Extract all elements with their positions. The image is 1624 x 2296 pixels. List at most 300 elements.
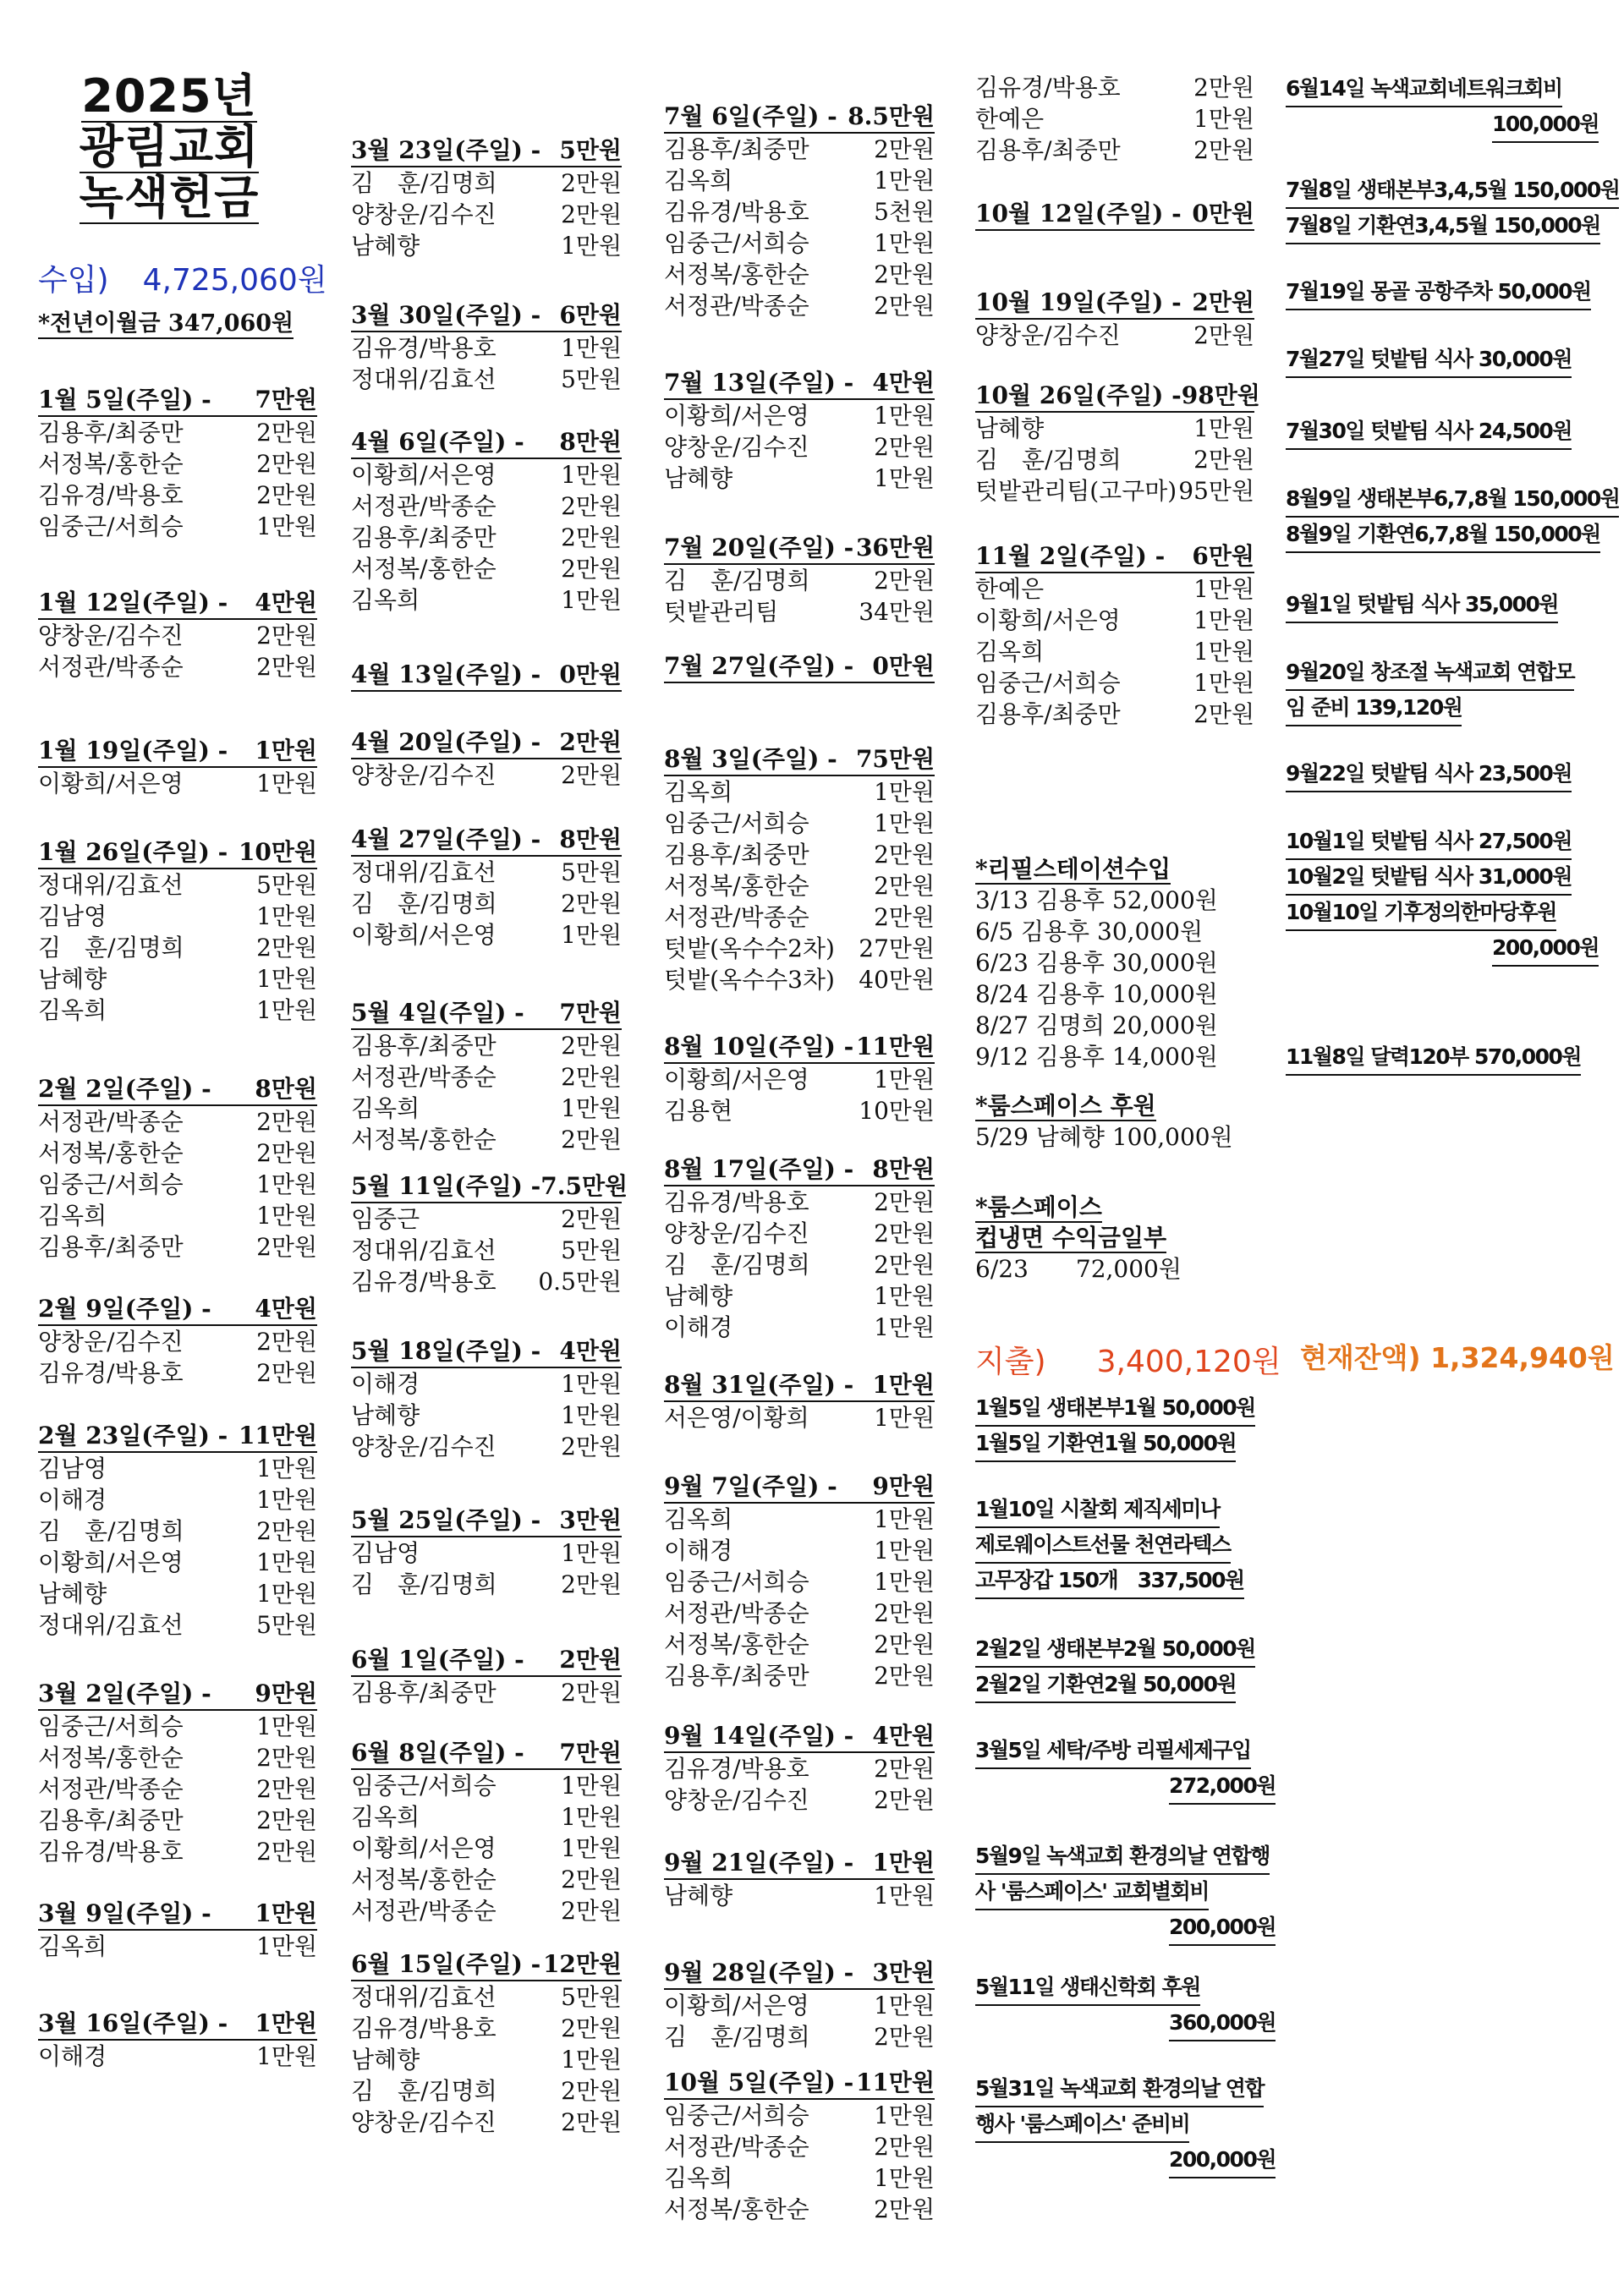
expense-item [975,1839,1276,1946]
donor-name: 서정관/박종순 [664,292,809,320]
donor-name: 서은영/이황희 [664,1404,809,1432]
week-date: 1월 26일(주일) - [38,838,228,866]
roompace-section [975,1192,1254,1285]
donor-row [975,699,1254,730]
expense-text: 10월1일 텃밭팀 식사 27,500원 [1286,825,1572,860]
donor-amount: 1만원 [561,1370,622,1398]
donor-row [351,1981,622,2013]
donor-name: 김옥희 [664,778,733,806]
donor-amount: 34만원 [859,598,935,626]
donor-amount: 1만원 [561,1094,622,1122]
expense-item [1286,825,1599,967]
donor-row [38,1453,317,1484]
donor-amount: 1만원 [1193,575,1254,603]
week-date: 5월 4일(주일) - [351,999,524,1027]
week-date: 3월 30일(주일) - [351,301,541,329]
donor-name: 서정관/박종순 [351,492,497,520]
week-header [38,1294,317,1326]
donor-amount: 2만원 [561,1205,622,1233]
expense-text: 8월9일 생태본부6,7,8월 150,000원 [1286,482,1619,518]
week-block [664,1370,935,1433]
donor-amount: 2만원 [256,1328,317,1356]
week-header [351,1336,622,1368]
donor-name: 김용현 [664,1097,733,1125]
donor-name: 서정복/홍한순 [351,555,497,583]
donor-row [664,1249,935,1280]
donor-name: 김옥희 [38,996,107,1024]
week-block [664,533,935,627]
week-header [664,1958,935,1990]
donor-row [664,259,935,290]
donor-name: 김옥희 [351,1094,420,1122]
donor-name: 임중근/서희승 [664,229,809,257]
week-total: 8만원 [559,825,622,853]
donor-amount: 2만원 [256,481,317,509]
donor-amount: 1만원 [874,1537,935,1564]
donor-row [351,2013,622,2044]
week-block [664,744,935,995]
donor-name: 양창운/김수진 [351,2108,497,2136]
week-header [38,1074,317,1106]
donor-amount: 2만원 [874,292,935,320]
expense-text: 행사 '룸스페이스' 준비비 [975,2107,1189,2143]
week-block [351,1171,628,1297]
donor-amount: 2만원 [561,1679,622,1707]
donor-amount: 1만원 [561,461,622,489]
donor-amount: 2만원 [561,1866,622,1893]
donor-row [664,431,935,463]
title-year: 2025년 [81,69,257,123]
week-date: 9월 14일(주일) - [664,1722,854,1750]
expense-amount: 200,000원 [1492,931,1599,967]
donor-row [38,1578,317,1609]
donor-name: 텃밭(옥수수2차) [664,934,835,962]
expense-amount: 272,000원 [1169,1769,1276,1805]
week-header [975,199,1254,231]
week-total: 4만원 [255,1295,317,1323]
donor-amount: 2만원 [561,1433,622,1460]
donor-amount: 2만원 [256,622,317,649]
week-date: 7월 6일(주일) - [664,102,837,130]
donor-row [664,964,935,995]
donor-amount: 1만원 [561,334,622,362]
week-block [664,101,935,321]
week-header [664,744,935,776]
donor-amount: 2만원 [561,1897,622,1925]
donor-row [351,332,622,364]
expense-item [1286,72,1599,143]
expense-text: 10월10일 기후정의한마당후원 [1286,896,1556,931]
donor-name: 이황희/서은영 [351,461,497,489]
week-header [351,427,622,459]
donor-amount: 5만원 [256,871,317,899]
week-header [664,651,935,683]
week-total: 98만원 [1181,381,1260,409]
donor-row [351,1061,622,1093]
donor-name: 남혜향 [351,232,420,260]
donor-amount: 2만원 [561,2014,622,2042]
week-date: 9월 28일(주일) - [664,1959,854,1986]
donor-row [975,444,1254,475]
income-label: 수입) [38,263,109,298]
donor-name: 서정관/박종순 [38,653,184,681]
refill-row: 3/13 김용후 52,000원 [975,886,1218,914]
donor-row [664,1880,935,1911]
donor-row [664,1095,935,1126]
week-total: 3만원 [559,1506,622,1534]
donor-row [664,1064,935,1095]
week-header [351,660,622,692]
donor-name: 이황희/서은영 [38,770,184,797]
donor-name: 서정관/박종순 [351,1897,497,1925]
donor-name: 김유경/박용호 [664,1188,809,1216]
donor-amount: 1만원 [874,1505,935,1533]
donor-name: 김남영 [38,902,107,930]
donor-row [38,1515,317,1547]
donor-row [664,1597,935,1629]
donor-name: 양창운/김수진 [38,1328,184,1356]
expense-text: 2월2일 기환연2월 50,000원 [975,1668,1236,1703]
week-total: 0만원 [1192,200,1254,227]
donor-amount: 2만원 [874,1786,935,1814]
week-block [664,1721,935,1816]
donor-row [664,2100,935,2131]
expense-text: 1월5일 생태본부1월 50,000원 [975,1391,1255,1427]
refill-row: 8/24 김용후 10,000원 [975,980,1218,1008]
week-date: 1월 5일(주일) - [38,386,211,414]
roompace-row: 6/23 72,000원 [975,1255,1182,1283]
donor-amount: 2만원 [256,1233,317,1261]
week-total: 6만원 [1192,542,1254,570]
week-date: 6월 1일(주일) - [351,1646,524,1674]
donor-row [38,1357,317,1389]
week-header [38,837,317,869]
donor-amount: 5만원 [561,365,622,393]
donor-amount: 2만원 [874,567,935,595]
donor-name: 남혜향 [38,965,107,993]
donor-amount: 40만원 [859,966,935,994]
donor-row [664,2194,935,2225]
week-header [975,288,1254,320]
donor-name: 남혜향 [664,1882,733,1910]
donor-row [975,320,1254,351]
donor-name: 남혜향 [975,414,1045,442]
donor-name: 김용후/최중만 [351,1032,497,1060]
week-block [38,1294,317,1389]
donor-name: 이황희/서은영 [664,1066,809,1093]
donor-row [38,651,317,682]
donor-amount: 5천원 [874,198,935,226]
expense-text: 1월5일 기환연1월 50,000원 [975,1427,1236,1462]
week-header [664,2068,935,2100]
donor-amount: 1만원 [256,512,317,540]
donor-row [38,2041,317,2072]
week-date: 7월 20일(주일) - [664,534,854,562]
donor-row [351,2075,622,2107]
week-block [975,541,1254,730]
donor-amount: 2만원 [874,1599,935,1627]
donor-row [38,768,317,799]
donor-amount: 2만원 [874,1219,935,1247]
donor-row [351,459,622,490]
donor-name: 김유경/박용호 [664,1755,809,1783]
donor-name: 정대위/김효선 [351,858,497,886]
donor-amount: 1만원 [1193,606,1254,634]
week-block [38,385,317,542]
week-total: 3만원 [872,1959,935,1986]
donor-name: 양창운/김수진 [351,1433,497,1460]
week-header [38,1679,317,1711]
week-total: 1만원 [255,2009,317,2037]
week-block [351,825,622,951]
donor-name: 남혜향 [38,1580,107,1608]
donor-name: 김유경/박용호 [38,481,184,509]
donor-row [38,417,317,448]
week-block [975,72,1254,166]
donor-row [351,522,622,553]
donor-name: 이해경 [664,1313,733,1341]
expense-item [1286,414,1599,450]
week-header [351,998,622,1030]
donor-name: 서정관/박종순 [664,2133,809,2161]
week-header [351,727,622,759]
donor-row [664,1218,935,1249]
week-header [664,533,935,565]
donor-name: 김유경/박용호 [351,2014,497,2042]
week-date: 2월 2일(주일) - [38,1075,211,1103]
donor-name: 정대위/김효선 [38,1611,184,1639]
week-date: 2월 23일(주일) - [38,1422,228,1449]
donor-name: 이황희/서은영 [975,606,1121,634]
donor-row [38,963,317,995]
week-block [351,135,622,261]
expense-text: 임 준비 139,120원 [1286,691,1462,726]
donor-name: 임중근/서희승 [38,1170,184,1198]
week-date: 7월 13일(주일) - [664,369,854,397]
roompace-support-section [975,1091,1254,1153]
donor-row [351,2107,622,2138]
donor-amount: 1만원 [874,167,935,195]
donor-row [38,1169,317,1200]
donor-amount: 1만원 [561,1539,622,1567]
donor-row [351,230,622,261]
donor-name: 김 훈/김명희 [351,169,497,197]
donor-row [351,1801,622,1833]
donor-name: 김남영 [38,1455,107,1482]
donor-row [351,1400,622,1431]
expense-amount: 360,000원 [1169,2006,1276,2041]
donor-amount: 2만원 [561,1126,622,1153]
donor-amount: 2만원 [874,903,935,931]
donor-amount: 2만원 [1193,446,1254,474]
donor-amount: 2만원 [561,890,622,918]
expense-item [1286,482,1620,553]
week-header [38,2008,317,2041]
week-date: 3월 23일(주일) - [351,136,541,164]
refill-row: 6/5 김용후 30,000원 [975,918,1204,945]
expense-item [975,1493,1276,1599]
donor-amount: 2만원 [256,450,317,478]
donor-amount: 2만원 [256,934,317,962]
week-header [351,300,622,332]
donor-row [664,400,935,431]
donor-amount: 2만원 [874,433,935,461]
donor-row [664,2131,935,2162]
donor-amount: 95만원 [1178,477,1254,505]
donor-amount: 1만원 [561,1401,622,1429]
expense-item [975,1734,1276,1805]
week-date: 5월 25일(주일) - [351,1506,541,1534]
expense-text: 5월31일 녹색교회 환경의날 연합 [975,2072,1264,2107]
donor-name: 임중근/서희승 [351,1772,497,1800]
donor-amount: 1만원 [256,770,317,797]
expense-text: 1월10일 시찰회 제직세미나 [975,1493,1220,1528]
donor-name: 정대위/김효선 [351,1983,497,2011]
week-total: 36만원 [855,534,935,562]
title-offering: 녹색헌금 [79,171,260,224]
donor-row [38,1547,317,1578]
donor-row [351,1266,622,1297]
donor-amount: 1만원 [256,2042,317,2070]
expense-text: 5월9일 녹색교회 환경의날 연합행 [975,1839,1270,1875]
week-date: 3월 9일(주일) - [38,1899,211,1927]
donor-name: 서정복/홍한순 [664,2195,809,2223]
donor-amount: 1만원 [561,921,622,949]
donor-name: 김유경/박용호 [38,1838,184,1866]
expense-text: 7월8일 기환연3,4,5월 150,000원 [1286,209,1600,244]
week-header [664,368,935,400]
expense-item [1286,588,1599,623]
title-church: 광림교회 [79,120,260,173]
week-total: 8만원 [255,1075,317,1103]
donor-name: 이해경 [351,1370,420,1398]
donor-row [38,511,317,542]
donor-name: 김유경/박용호 [351,334,497,362]
week-header [38,385,317,417]
donor-row [351,857,622,888]
week-total: 1만원 [872,1371,935,1399]
donor-row [975,475,1254,507]
donor-amount: 1만원 [256,1486,317,1514]
donor-name: 김유경/박용호 [38,1359,184,1387]
week-block [975,381,1260,507]
donor-row [664,839,935,870]
week-block [38,588,317,682]
donor-row [38,901,317,932]
expense-amount: 3,400,120원 [1096,1345,1281,1379]
donor-amount: 1만원 [256,1548,317,1576]
donor-amount: 2만원 [874,1755,935,1783]
donor-row [664,1660,935,1691]
donor-name: 김유경/박용호 [664,198,809,226]
donor-row [38,620,317,651]
week-total: 75만원 [855,745,935,773]
roompace-support-title: *룸스페이스 후원 [975,1092,1156,1120]
week-block [38,837,317,1026]
week-total: 4만원 [559,1337,622,1365]
week-header [351,135,622,167]
donor-row [975,667,1254,699]
donor-row [664,870,935,901]
donor-row [664,933,935,964]
donor-row [664,1504,935,1535]
donor-name: 김 훈/김명희 [351,890,497,918]
week-total: 4만원 [872,369,935,397]
expense-text: 7월19일 몽골 공항주차 50,000원 [1286,275,1591,310]
donor-amount: 2만원 [256,1838,317,1866]
expense-item [975,1391,1276,1462]
donor-name: 김 훈/김명희 [664,1251,810,1279]
expense-text: 7월27일 텃밭팀 식사 30,000원 [1286,342,1572,378]
donor-name: 서정복/홍한순 [664,872,809,900]
donor-row [38,1609,317,1641]
donor-amount: 1만원 [256,1932,317,1960]
donor-row [975,134,1254,166]
donor-amount: 5만원 [561,858,622,886]
week-date: 10월 12일(주일) - [975,200,1182,227]
week-block [664,2068,935,2225]
donor-amount: 1만원 [256,1455,317,1482]
week-total: 10만원 [238,838,317,866]
donor-name: 이해경 [38,1486,107,1514]
donor-name: 양창운/김수진 [38,622,184,649]
week-header [38,736,317,768]
donor-row [38,1711,317,1742]
current-balance: 현재잔액) 1,324,940원 [1300,1341,1615,1374]
donor-row [38,995,317,1026]
donor-row [975,605,1254,636]
expense-text: 7월30일 텃밭팀 식사 24,500원 [1286,414,1572,450]
donor-row [664,227,935,259]
income-amount: 4,725,060원 [142,263,327,298]
donor-name: 한예은 [975,105,1045,133]
donor-name: 양창운/김수진 [664,433,809,461]
donor-row [664,2162,935,2194]
week-header [351,1645,622,1677]
donor-amount: 1만원 [874,1404,935,1432]
donor-row [664,463,935,494]
expense-item [975,2072,1276,2178]
week-date: 10월 26일(주일) - [975,381,1182,409]
page-title [38,69,300,224]
donor-row [38,1137,317,1169]
donor-row [38,932,317,963]
week-block [351,1336,622,1462]
donor-amount: 1만원 [1193,414,1254,442]
expense-label: 지출) [975,1345,1046,1379]
donor-amount: 1만원 [256,902,317,930]
donor-name: 서정복/홍한순 [664,1630,809,1658]
donor-name: 김용후/최중만 [38,1806,184,1834]
week-total: 1만원 [255,737,317,764]
donor-row [351,364,622,395]
donor-row [351,1770,622,1801]
donor-name: 임중근/서희승 [38,512,184,540]
donor-amount: 1만원 [874,1568,935,1596]
donor-row [351,1368,622,1400]
donor-row [351,1537,622,1569]
donor-row [664,1566,935,1597]
week-block [351,660,622,692]
donor-amount: 10만원 [859,1097,935,1125]
expense-text: 제로웨이스트선물 천연라텍스 [975,1528,1231,1564]
donor-name: 김용후/최중만 [664,135,809,163]
donor-row [351,553,622,584]
week-total: 7.5만원 [540,1172,628,1200]
donor-name: 정대위/김효선 [351,1236,497,1264]
donor-amount: 1만원 [1193,638,1254,666]
donor-amount: 1만원 [874,402,935,430]
